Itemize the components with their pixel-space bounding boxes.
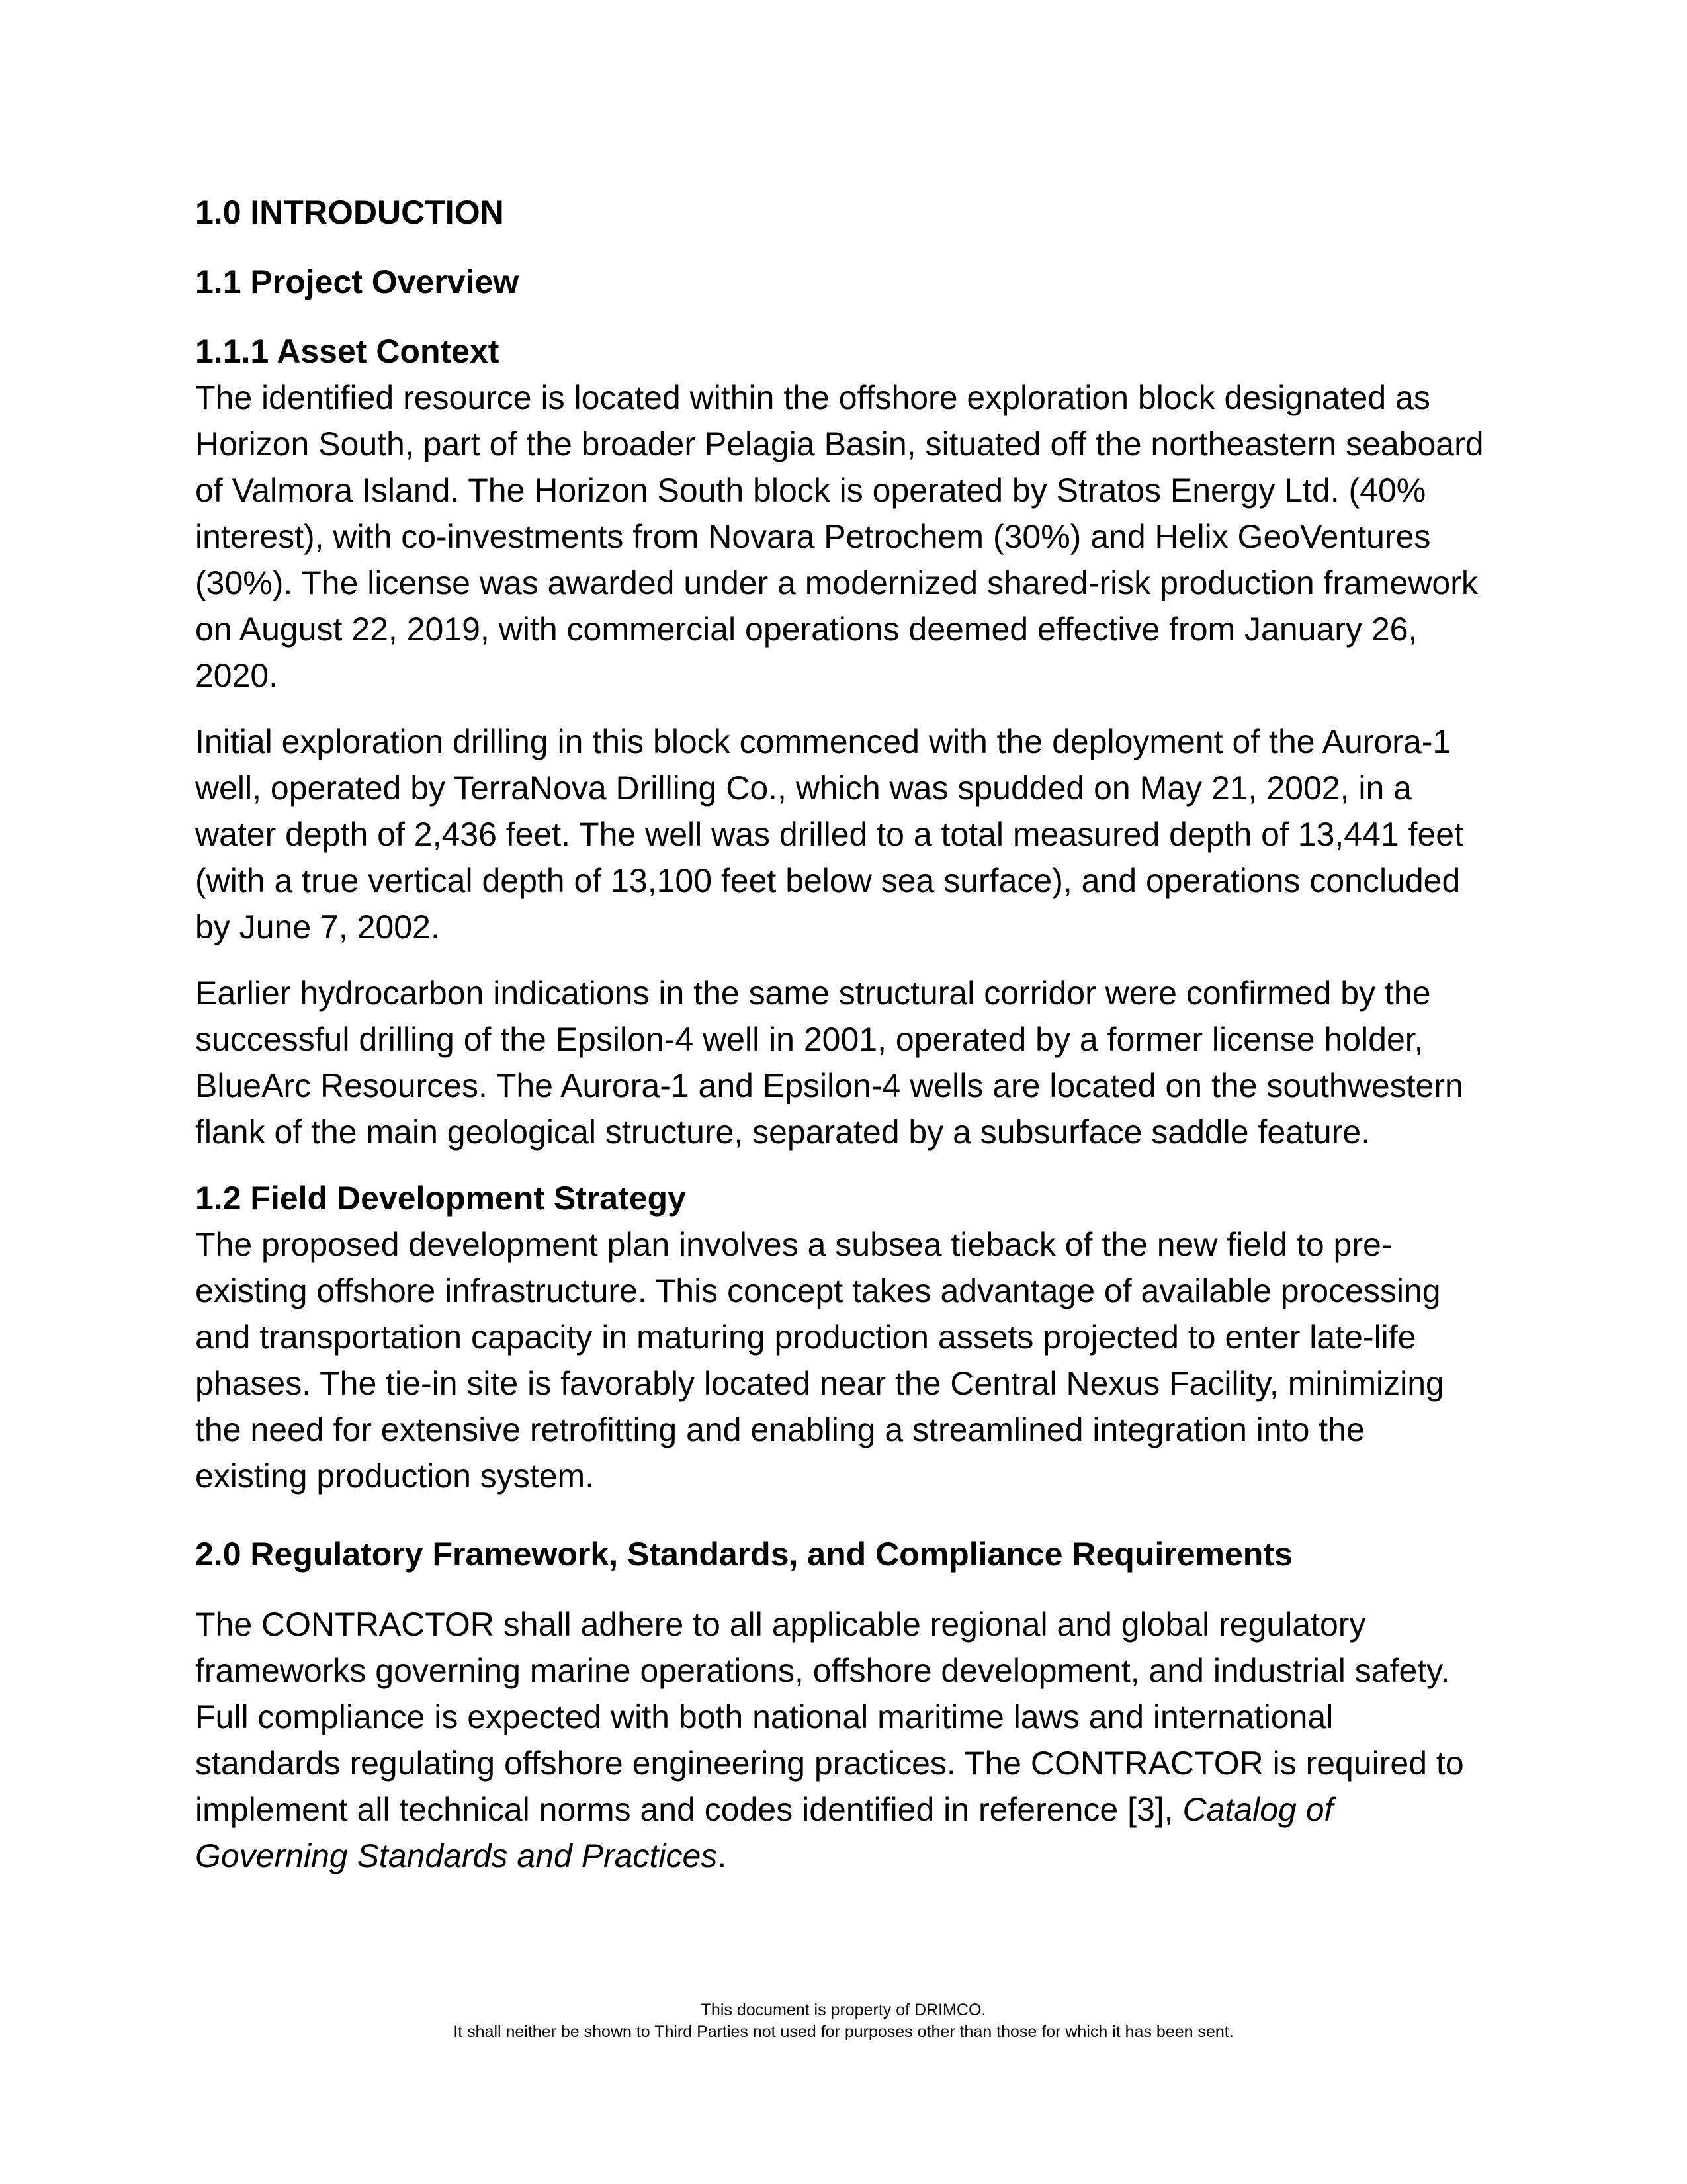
page-footer: [0, 1999, 1687, 2043]
text-line: (30%). The license was awarded under a modernized shared-risk production framework: [195, 564, 1478, 601]
text-line: flank of the main geological structure, separated by a subsurface saddle feature.: [195, 1114, 1371, 1151]
paragraph-field-development-strategy: [195, 1221, 1495, 1499]
text-line: existing offshore infrastructure. This concept takes advantage of available processing: [195, 1272, 1441, 1309]
document-blocks: [195, 189, 1495, 1899]
text-line: Full compliance is expected with both national maritime laws and international: [195, 1698, 1334, 1735]
paragraph-asset-context-1: [195, 374, 1495, 699]
footer-line-1: This document is property of DRIMCO.: [701, 2001, 986, 2019]
text-line: and transportation capacity in maturing production assets projected to enter late-life: [195, 1319, 1416, 1356]
text-line: The identified resource is located within the offshore exploration block designated as: [195, 379, 1430, 416]
text-line: 2020.: [195, 657, 279, 694]
text-line: Governing Standards and Practices.: [195, 1837, 727, 1874]
text-line: The CONTRACTOR shall adhere to all applicable regional and global regulatory: [195, 1606, 1366, 1643]
heading-1-1-project-overview: 1.1 Project Overview: [195, 263, 519, 300]
text-line: The proposed development plan involves a subsea tieback of the new field to pre-: [195, 1226, 1393, 1263]
text-line: Initial exploration drilling in this block commenced with the deployment of the Aurora-1: [195, 723, 1451, 760]
text-line: (with a true vertical depth of 13,100 feet below sea surface), and operations concluded: [195, 862, 1461, 899]
text-line: frameworks governing marine operations, offshore development, and industrial safety.: [195, 1652, 1450, 1689]
paragraph-asset-context-3: [195, 970, 1495, 1155]
text-line: implement all technical norms and codes identified in reference [3], Catalog of: [195, 1791, 1334, 1828]
paragraph-asset-context-2: [195, 719, 1495, 950]
footer-line-2: It shall neither be shown to Third Parties not used for purposes other than those for which it has been sent.: [453, 2023, 1234, 2041]
text-line: standards regulating offshore engineering practices. The CONTRACTOR is required to: [195, 1745, 1464, 1782]
text-line: on August 22, 2019, with commercial operations deemed effective from January 26,: [195, 611, 1418, 648]
text-line: well, operated by TerraNova Drilling Co., which was spudded on May 21, 2002, in a: [195, 769, 1412, 807]
text-line: Horizon South, part of the broader Pelagia Basin, situated off the northeastern seaboard: [195, 425, 1484, 462]
text-line: Earlier hydrocarbon indications in the same structural corridor were confirmed by the: [195, 975, 1431, 1012]
heading-1-2-field-development-strategy: 1.2 Field Development Strategy: [195, 1180, 686, 1217]
text-line: BlueArc Resources. The Aurora-1 and Epsilon-4 wells are located on the southwestern: [195, 1067, 1463, 1104]
text-line: phases. The tie-in site is favorably located near the Central Nexus Facility, minimizing: [195, 1365, 1444, 1402]
text-line: of Valmora Island. The Horizon South block is operated by Stratos Energy Ltd. (40%: [195, 472, 1426, 509]
heading-1-1-1-asset-context: 1.1.1 Asset Context: [195, 333, 499, 370]
heading-2-0-regulatory-framework: 2.0 Regulatory Framework, Standards, and Compliance Requirements: [195, 1536, 1293, 1573]
text-line: successful drilling of the Epsilon-4 well in 2001, operated by a former license holder,: [195, 1021, 1424, 1058]
text-line: by June 7, 2002.: [195, 908, 440, 945]
text-line: interest), with co-investments from Novara Petrochem (30%) and Helix GeoVentures: [195, 518, 1431, 555]
heading-1-0-introduction: 1.0 INTRODUCTION: [195, 194, 504, 231]
text-line: existing production system.: [195, 1458, 595, 1495]
text-line: the need for extensive retrofitting and enabling a streamlined integration into the: [195, 1411, 1365, 1448]
text-line: water depth of 2,436 feet. The well was drilled to a total measured depth of 13,441 feet: [195, 816, 1463, 853]
paragraph-regulatory-framework: [195, 1601, 1495, 1879]
